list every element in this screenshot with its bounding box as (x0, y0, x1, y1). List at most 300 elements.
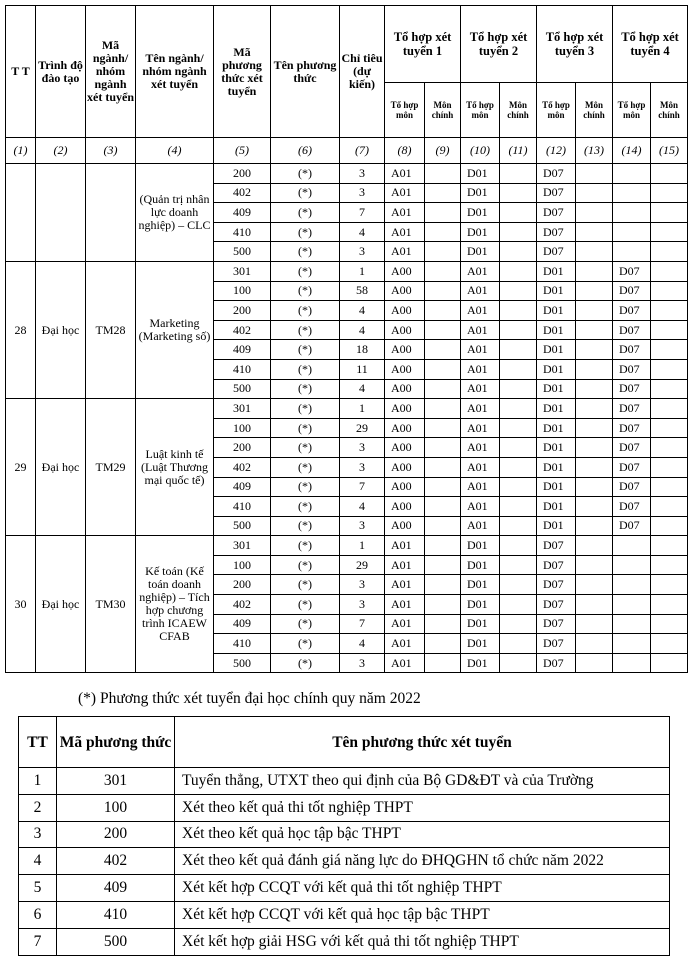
main-1-cell (425, 595, 461, 615)
combo-4-cell: D07 (613, 359, 651, 379)
method-code-cell: 500 (214, 516, 271, 536)
method-code-cell: 410 (214, 359, 271, 379)
combo-1-cell: A00 (385, 320, 425, 340)
combo-4-cell (613, 555, 651, 575)
combo-2-cell: A01 (461, 516, 500, 536)
combo-4-cell: D07 (613, 516, 651, 536)
main-2-cell (500, 164, 537, 184)
combo-3-cell: D01 (537, 438, 576, 458)
method-code-cell: 500 (214, 653, 271, 673)
main-2-cell (500, 614, 537, 634)
quota-cell: 1 (340, 261, 385, 281)
column-number: (9) (425, 138, 461, 164)
main-3-cell (576, 301, 613, 321)
combo-3-cell: D07 (537, 555, 576, 575)
combo-2-cell: A01 (461, 497, 500, 517)
main-4-cell (651, 222, 688, 242)
method-code: 100 (57, 794, 175, 821)
combo-3-cell: D07 (537, 575, 576, 595)
main-4-cell (651, 164, 688, 184)
main-3-cell (576, 457, 613, 477)
main-3-cell (576, 614, 613, 634)
quota-cell: 4 (340, 634, 385, 654)
main-4-cell (651, 653, 688, 673)
combo-3-cell: D07 (537, 203, 576, 223)
method-code-cell: 410 (214, 222, 271, 242)
main-1-cell (425, 418, 461, 438)
method-name: Xét kết hợp giải HSG với kết quả thi tốt nghiệp THPT (175, 928, 670, 955)
combo-3-cell: D07 (537, 242, 576, 262)
table-row (6, 536, 688, 556)
quota-cell: 29 (340, 555, 385, 575)
combo-1-cell: A00 (385, 497, 425, 517)
combo-1-cell: A01 (385, 164, 425, 184)
method-code-cell: 200 (214, 575, 271, 595)
method-code-cell: 200 (214, 438, 271, 458)
quota-cell: 7 (340, 477, 385, 497)
main-1-cell (425, 457, 461, 477)
combo-2-cell: D01 (461, 203, 500, 223)
header-ma-nganh: Mã ngành/ nhóm ngành xét tuyển (86, 6, 136, 138)
combo-2-cell: A01 (461, 477, 500, 497)
method-name-cell: (*) (271, 516, 340, 536)
method-row (19, 794, 670, 821)
combo-2-cell: D01 (461, 222, 500, 242)
method-row (19, 928, 670, 955)
main-2-cell (500, 261, 537, 281)
main-1-cell (425, 242, 461, 262)
section-tt: 29 (6, 399, 36, 536)
section-level: Đại học (36, 536, 86, 673)
combo-2-cell: A01 (461, 320, 500, 340)
subheader-mon-chinh: Môn chính (425, 83, 461, 138)
section-name: Marketing (Marketing số) (136, 261, 214, 398)
main-1-cell (425, 477, 461, 497)
main-4-cell (651, 614, 688, 634)
combo-3-cell: D01 (537, 516, 576, 536)
main-3-cell (576, 536, 613, 556)
main-4-cell (651, 183, 688, 203)
main-2-cell (500, 555, 537, 575)
combo-1-cell: A01 (385, 203, 425, 223)
main-2-cell (500, 399, 537, 419)
main-3-cell (576, 281, 613, 301)
main-2-cell (500, 203, 537, 223)
method-code: 200 (57, 821, 175, 848)
column-number: (5) (214, 138, 271, 164)
subheader-mon-chinh: Môn chính (651, 83, 688, 138)
main-3-cell (576, 203, 613, 223)
method-code-cell: 301 (214, 261, 271, 281)
main-1-cell (425, 653, 461, 673)
main-4-cell (651, 516, 688, 536)
main-2-cell (500, 575, 537, 595)
method-code-cell: 409 (214, 614, 271, 634)
quota-cell: 4 (340, 222, 385, 242)
combo-3-cell: D01 (537, 418, 576, 438)
main-1-cell (425, 222, 461, 242)
combo-2-cell: D01 (461, 634, 500, 654)
main-2-cell (500, 320, 537, 340)
main-2-cell (500, 595, 537, 615)
main-3-cell (576, 497, 613, 517)
combo-1-cell: A00 (385, 281, 425, 301)
column-number: (8) (385, 138, 425, 164)
combo-2-cell: A01 (461, 281, 500, 301)
main-2-cell (500, 497, 537, 517)
subheader-to-hop-mon: Tổ hợp môn (461, 83, 500, 138)
main-4-cell (651, 301, 688, 321)
column-number: (12) (537, 138, 576, 164)
combo-3-cell: D07 (537, 614, 576, 634)
main-2-cell (500, 634, 537, 654)
method-tt: 6 (19, 901, 57, 928)
method-name-cell: (*) (271, 438, 340, 458)
main-3-cell (576, 359, 613, 379)
combo-2-cell: A01 (461, 418, 500, 438)
quota-cell: 3 (340, 242, 385, 262)
header-trinh-do: Trình độ đào tạo (36, 6, 86, 138)
combo-2-cell: D01 (461, 242, 500, 262)
method-name-cell: (*) (271, 555, 340, 575)
method-name: Xét theo kết quả thi tốt nghiệp THPT (175, 794, 670, 821)
quota-cell: 58 (340, 281, 385, 301)
quota-cell: 18 (340, 340, 385, 360)
main-1-cell (425, 634, 461, 654)
subheader-to-hop-mon: Tổ hợp môn (613, 83, 651, 138)
main-3-cell (576, 261, 613, 281)
method-name-cell: (*) (271, 301, 340, 321)
table-row (6, 164, 688, 184)
main-3-cell (576, 320, 613, 340)
combo-4-cell: D07 (613, 438, 651, 458)
combo-4-cell: D07 (613, 457, 651, 477)
section-code: TM28 (86, 261, 136, 398)
combo-4-cell: D07 (613, 301, 651, 321)
quota-cell: 1 (340, 536, 385, 556)
main-4-cell (651, 418, 688, 438)
main-1-cell (425, 281, 461, 301)
main-1-cell (425, 555, 461, 575)
method-header-row (19, 717, 670, 768)
main-2-cell (500, 281, 537, 301)
combo-3-cell: D07 (537, 183, 576, 203)
combo-4-cell: D07 (613, 320, 651, 340)
combo-4-cell: D07 (613, 340, 651, 360)
main-1-cell (425, 399, 461, 419)
section-tt: 30 (6, 536, 36, 673)
main-4-cell (651, 438, 688, 458)
main-2-cell (500, 653, 537, 673)
method-name: Xét theo kết quả học tập bậc THPT (175, 821, 670, 848)
combo-3-cell: D07 (537, 164, 576, 184)
section-code: TM29 (86, 399, 136, 536)
combo-1-cell: A01 (385, 595, 425, 615)
method-name-cell: (*) (271, 203, 340, 223)
main-3-cell (576, 379, 613, 399)
combo-2-cell: D01 (461, 183, 500, 203)
method-row (19, 768, 670, 795)
combo-4-cell (613, 242, 651, 262)
main-1-cell (425, 203, 461, 223)
main-4-cell (651, 242, 688, 262)
combo-2-cell: D01 (461, 555, 500, 575)
combo-4-cell (613, 614, 651, 634)
combo-4-cell (613, 634, 651, 654)
main-4-cell (651, 399, 688, 419)
main-4-cell (651, 457, 688, 477)
combo-1-cell: A01 (385, 242, 425, 262)
section-name: Kế toán (Kế toán doanh nghiệp) – Tích hợp chương trình ICAEW CFAB (136, 536, 214, 673)
method-code-cell: 409 (214, 477, 271, 497)
method-row (19, 848, 670, 875)
main-4-cell (651, 203, 688, 223)
combo-1-cell: A00 (385, 301, 425, 321)
combo-3-cell: D01 (537, 379, 576, 399)
method-code-cell: 200 (214, 164, 271, 184)
main-2-cell (500, 438, 537, 458)
main-4-cell (651, 261, 688, 281)
method-name: Xét theo kết quả đánh giá năng lực do ĐHQGHN tổ chức năm 2022 (175, 848, 670, 875)
combo-3-cell: D01 (537, 340, 576, 360)
main-1-cell (425, 320, 461, 340)
method-code-cell: 500 (214, 379, 271, 399)
combo-4-cell (613, 653, 651, 673)
header-to-hop-4: Tổ hợp xét tuyển 4 (613, 6, 688, 83)
combo-1-cell: A00 (385, 399, 425, 419)
method-name-cell: (*) (271, 359, 340, 379)
column-number: (3) (86, 138, 136, 164)
section-name: (Quản trị nhân lực doanh nghiệp) – CLC (136, 164, 214, 262)
method-name-cell: (*) (271, 614, 340, 634)
combo-1-cell: A00 (385, 516, 425, 536)
combo-4-cell: D07 (613, 477, 651, 497)
method-name-cell: (*) (271, 222, 340, 242)
method-tt: 1 (19, 768, 57, 795)
main-3-cell (576, 516, 613, 536)
main-2-cell (500, 359, 537, 379)
section-code: TM30 (86, 536, 136, 673)
main-2-cell (500, 457, 537, 477)
column-number: (15) (651, 138, 688, 164)
main-3-cell (576, 340, 613, 360)
method-name-cell: (*) (271, 536, 340, 556)
method-code-cell: 409 (214, 340, 271, 360)
main-2-cell (500, 536, 537, 556)
combo-1-cell: A00 (385, 477, 425, 497)
main-4-cell (651, 634, 688, 654)
combo-3-cell: D07 (537, 634, 576, 654)
subheader-mon-chinh: Môn chính (500, 83, 537, 138)
main-1-cell (425, 183, 461, 203)
admission-table (5, 5, 688, 673)
combo-3-cell: D07 (537, 653, 576, 673)
combo-4-cell: D07 (613, 418, 651, 438)
combo-3-cell: D07 (537, 222, 576, 242)
method-code: 301 (57, 768, 175, 795)
quota-cell: 4 (340, 497, 385, 517)
combo-3-cell: D01 (537, 261, 576, 281)
method-name-cell: (*) (271, 595, 340, 615)
method-code-cell: 409 (214, 203, 271, 223)
main-2-cell (500, 222, 537, 242)
main-1-cell (425, 497, 461, 517)
column-number-row (6, 138, 688, 164)
combo-1-cell: A01 (385, 634, 425, 654)
quota-cell: 4 (340, 301, 385, 321)
header-ten-phuong-thuc: Tên phương thức (271, 6, 340, 138)
main-3-cell (576, 183, 613, 203)
method-name-cell: (*) (271, 418, 340, 438)
combo-1-cell: A01 (385, 536, 425, 556)
combo-2-cell: A01 (461, 457, 500, 477)
method-row (19, 821, 670, 848)
combo-3-cell: D01 (537, 399, 576, 419)
method-code-cell: 402 (214, 183, 271, 203)
main-2-cell (500, 183, 537, 203)
main-1-cell (425, 536, 461, 556)
method-name-cell: (*) (271, 379, 340, 399)
combo-2-cell: A01 (461, 261, 500, 281)
column-number: (7) (340, 138, 385, 164)
quota-cell: 3 (340, 438, 385, 458)
method-name-cell: (*) (271, 497, 340, 517)
method-code: 500 (57, 928, 175, 955)
header-ma-phuong-thuc: Mã phương thức xét tuyển (214, 6, 271, 138)
combo-3-cell: D01 (537, 301, 576, 321)
header-row (6, 6, 688, 83)
method-name-cell: (*) (271, 242, 340, 262)
combo-2-cell: D01 (461, 164, 500, 184)
section-tt: 28 (6, 261, 36, 398)
method-name-cell: (*) (271, 634, 340, 654)
method-code-cell: 100 (214, 281, 271, 301)
column-number: (13) (576, 138, 613, 164)
main-2-cell (500, 418, 537, 438)
combo-2-cell: D01 (461, 614, 500, 634)
main-3-cell (576, 164, 613, 184)
main-1-cell (425, 340, 461, 360)
combo-2-cell: A01 (461, 359, 500, 379)
combo-3-cell: D01 (537, 359, 576, 379)
combo-3-cell: D01 (537, 497, 576, 517)
method-code-cell: 402 (214, 320, 271, 340)
combo-4-cell: D07 (613, 399, 651, 419)
main-1-cell (425, 359, 461, 379)
combo-4-cell (613, 164, 651, 184)
combo-2-cell: D01 (461, 653, 500, 673)
combo-1-cell: A00 (385, 418, 425, 438)
quota-cell: 7 (340, 203, 385, 223)
main-4-cell (651, 359, 688, 379)
footnote: (*) Phương thức xét tuyển đại học chính quy năm 2022 (78, 690, 421, 707)
combo-2-cell: A01 (461, 340, 500, 360)
main-1-cell (425, 575, 461, 595)
method-name-cell: (*) (271, 575, 340, 595)
column-number: (10) (461, 138, 500, 164)
main-3-cell (576, 653, 613, 673)
combo-2-cell: D01 (461, 575, 500, 595)
quota-cell: 4 (340, 379, 385, 399)
combo-3-cell: D01 (537, 477, 576, 497)
section-tt (6, 164, 36, 262)
combo-1-cell: A00 (385, 379, 425, 399)
combo-1-cell: A01 (385, 222, 425, 242)
main-4-cell (651, 340, 688, 360)
quota-cell: 3 (340, 575, 385, 595)
table-row (6, 399, 688, 419)
main-4-cell (651, 320, 688, 340)
main-1-cell (425, 438, 461, 458)
method-name-cell: (*) (271, 164, 340, 184)
method-code-cell: 500 (214, 242, 271, 262)
quota-cell: 11 (340, 359, 385, 379)
combo-1-cell: A01 (385, 575, 425, 595)
main-2-cell (500, 301, 537, 321)
combo-4-cell: D07 (613, 261, 651, 281)
method-tt: 7 (19, 928, 57, 955)
combo-3-cell: D07 (537, 536, 576, 556)
column-number: (14) (613, 138, 651, 164)
section-name: Luật kinh tế (Luật Thương mại quốc tế) (136, 399, 214, 536)
quota-cell: 29 (340, 418, 385, 438)
method-tt: 2 (19, 794, 57, 821)
header-to-hop-2: Tổ hợp xét tuyển 2 (461, 6, 537, 83)
main-4-cell (651, 477, 688, 497)
method-code-cell: 301 (214, 536, 271, 556)
method-tt: 3 (19, 821, 57, 848)
main-4-cell (651, 536, 688, 556)
main-1-cell (425, 614, 461, 634)
header-to-hop-1: Tổ hợp xét tuyển 1 (385, 6, 461, 83)
method-code: 409 (57, 875, 175, 902)
column-number: (1) (6, 138, 36, 164)
main-4-cell (651, 379, 688, 399)
main-1-cell (425, 164, 461, 184)
method-name-cell: (*) (271, 477, 340, 497)
method-code-cell: 410 (214, 497, 271, 517)
combo-1-cell: A00 (385, 438, 425, 458)
quota-cell: 3 (340, 653, 385, 673)
main-4-cell (651, 575, 688, 595)
subheader-to-hop-mon: Tổ hợp môn (385, 83, 425, 138)
section-level (36, 164, 86, 262)
method-header-tt: TT (19, 717, 57, 768)
method-table (18, 716, 670, 956)
combo-2-cell: D01 (461, 536, 500, 556)
method-name: Xét kết hợp CCQT với kết quả thi tốt nghiệp THPT (175, 875, 670, 902)
main-2-cell (500, 477, 537, 497)
header-tt: T T (6, 6, 36, 138)
quota-cell: 3 (340, 595, 385, 615)
main-2-cell (500, 516, 537, 536)
combo-2-cell: A01 (461, 399, 500, 419)
column-number: (6) (271, 138, 340, 164)
combo-1-cell: A00 (385, 261, 425, 281)
header-ten-nganh: Tên ngành/ nhóm ngành xét tuyển (136, 6, 214, 138)
combo-4-cell (613, 183, 651, 203)
combo-1-cell: A01 (385, 653, 425, 673)
header-chi-tieu: Chỉ tiêu (dự kiến) (340, 6, 385, 138)
column-number: (4) (136, 138, 214, 164)
combo-4-cell (613, 536, 651, 556)
main-1-cell (425, 261, 461, 281)
main-3-cell (576, 595, 613, 615)
table-row (6, 261, 688, 281)
method-code-cell: 402 (214, 457, 271, 477)
quota-cell: 4 (340, 320, 385, 340)
method-name-cell: (*) (271, 261, 340, 281)
